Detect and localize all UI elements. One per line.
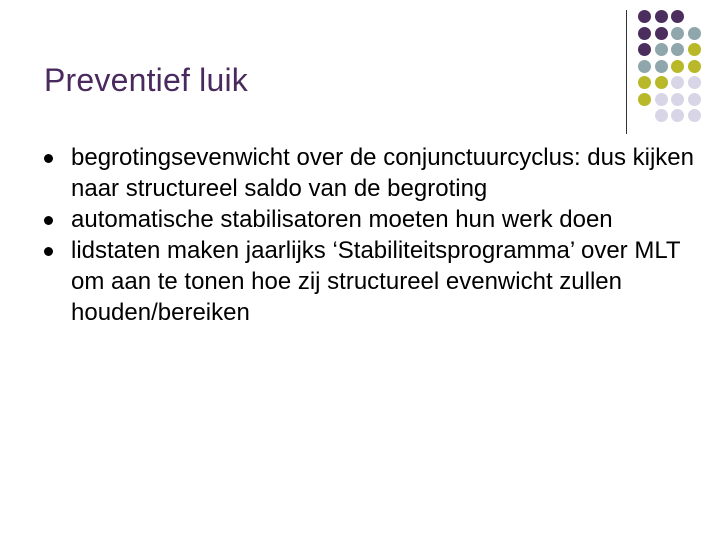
decorative-dot (688, 76, 701, 89)
decorative-dot (638, 10, 651, 23)
bullet-item (44, 204, 694, 235)
decorative-dot (655, 109, 668, 122)
decorative-dot (688, 93, 701, 106)
decorative-dot (688, 43, 701, 56)
decorative-dot (638, 60, 651, 73)
decorative-dot (671, 93, 684, 106)
decorative-dot (671, 27, 684, 40)
decorative-dot (655, 27, 668, 40)
decorative-dot (688, 109, 701, 122)
bullet-item (44, 235, 694, 328)
decorative-dot (655, 76, 668, 89)
decorative-dot (638, 76, 651, 89)
decorative-dot (688, 60, 701, 73)
bullet-text: lidstaten maken jaarlijks ‘Stabiliteitsprogramma’ over MLT om aan te tonen hoe zij structureel evenwicht zullen houden/bereiken (71, 237, 681, 326)
decorative-dot (655, 60, 668, 73)
bullet-dot-icon (44, 154, 53, 163)
decorative-dot (671, 109, 684, 122)
decorative-dot (671, 43, 684, 56)
decorative-dot (638, 93, 651, 106)
decorative-dot (671, 10, 684, 23)
decorative-dot (688, 27, 701, 40)
decorative-dot (638, 43, 651, 56)
decorative-dot (638, 27, 651, 40)
bullet-dot-icon (44, 216, 53, 225)
decorative-dot (671, 60, 684, 73)
decorative-divider-line (626, 10, 627, 134)
decorative-dot (655, 43, 668, 56)
bullet-text: begrotingsevenwicht over de conjunctuurcyclus: dus kijken naar structureel saldo van de begroting (71, 144, 695, 202)
decorative-dot (655, 93, 668, 106)
bullet-text: automatische stabilisatoren moeten hun werk doen (71, 206, 613, 233)
bullet-item (44, 142, 694, 204)
decorative-dot (671, 76, 684, 89)
decorative-dot (655, 10, 668, 23)
bullet-dot-icon (44, 247, 53, 256)
slide-title: Preventief luik (44, 62, 248, 98)
bullet-list (44, 142, 694, 328)
